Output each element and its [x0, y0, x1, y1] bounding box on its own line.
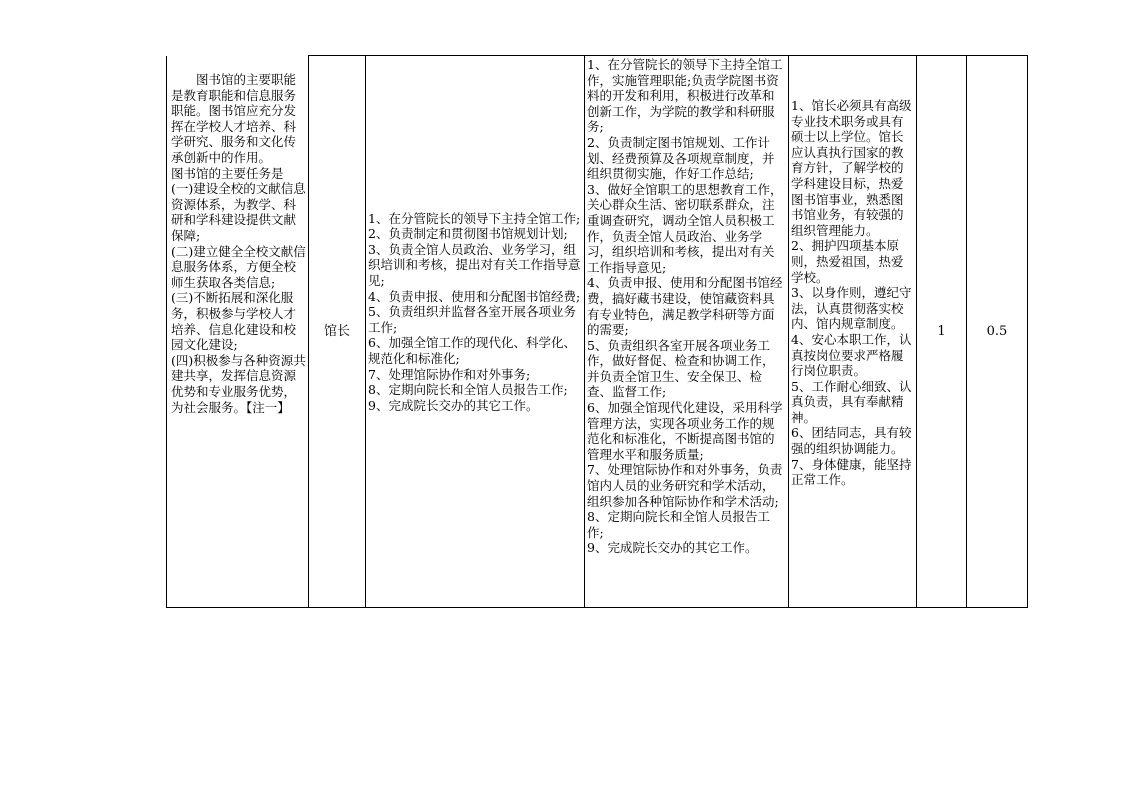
duties-summary-cell: 1、在分管院长的领导下主持全馆工作; 2、负责制定和贯彻图书馆规划计划; 3、负责全馆人员政治、业务学习，组织培训和考核，提出对有关工作指导意见; 4、负责申报、使用和分配图书馆经费; 5、负责组织并监督各室开展各项业务工作; 6、加强全馆工作的现代化、科学化、规范化和标准化; 7、处理馆际协作和对外事务; 8、定期向院长和全馆人员报告工作; 9、完成院长交办的其它工作。 — [366, 56, 585, 608]
job-description-sheet — [166, 55, 1027, 608]
department-functions-cell — [167, 56, 309, 608]
ratio-cell: 0.5 — [967, 56, 1028, 608]
qualifications-cell: 1、馆长必须具有高级专业技术职务或具有硕士以上学位。馆长应认真执行国家的教育方针，了解学校的学科建设目标，热爱图书馆事业，熟悉图书馆业务，有较强的组织管理能力。 2、拥护四项基本原则，热爱祖国，热爱学校。 3、以身作则，遵纪守法，认真贯彻落实校内、馆内规章制度。 4、安心本职工作，认真按岗位要求严格履行岗位职责。 5、工作耐心细致、认真负责，具有奉献精神。 6、团结同志，具有较强的组织协调能力。 7、身体健康，能坚持正常工作。 — [789, 56, 917, 608]
table-row — [167, 56, 1028, 608]
duties-detailed-cell: 1、在分管院长的领导下主持全馆工作，实施管理职能;负责学院图书资料的开发和利用，积极进行改革和创新工作，为学院的教学和科研服务; 2、负责制定图书馆规划、工作计划、经费预算及各项规章制度，并组织贯彻实施，作好工作总结; 3、做好全馆职工的思想教育工作，关心群众生活、密切联系群众，注重调查研究，调动全馆人员积极工作，负责全馆人员政治、业务学习，组织培训和考核，提出对有关工作指导意见; 4、负责申报、使用和分配图书馆经费，搞好藏书建设，使馆藏资料具有专业特色，满足教学科研等方面的需要; 5、负责组织各室开展各项业务工作，做好督促、检查和协调工作，并负责全馆卫生、安全保卫、检查、监督工作; 6、加强全馆现代化建设，采用科学管理方法，实现各项业务工作的规范化和标准化，不断提高图书馆的管理水平和服务质量; 7、处理馆际协作和对外事务，负责馆内人员的业务研究和学术活动，组织参加各种馆际协作和学术活动; 8、定期向院长和全馆人员报告工作; 9、完成院长交办的其它工作。 — [585, 56, 789, 608]
headcount-cell: 1 — [917, 56, 967, 608]
job-duty-table — [166, 55, 1028, 608]
position-title-cell: 馆长 — [309, 56, 366, 608]
department-functions-text: 图书馆的主要职能是教育职能和信息服务职能。图书馆应充分发挥在学校人才培养、科学研究、服务和文化传承创新中的作用。 图书馆的主要任务是 (一)建设全校的文献信息资源体系，为教学、科研和学科建设提供文献保障; (二)建立健全全校文献信息服务体系，方便全校师生获取各类信息; (三)不断拓展和深化服务，积极参与学校人才培养、信息化建设和校园文化建设; (四)积极参与各种资源共建共享，发挥信息资源优势和专业服务优势，为社会服务。【注一】 — [171, 72, 306, 415]
